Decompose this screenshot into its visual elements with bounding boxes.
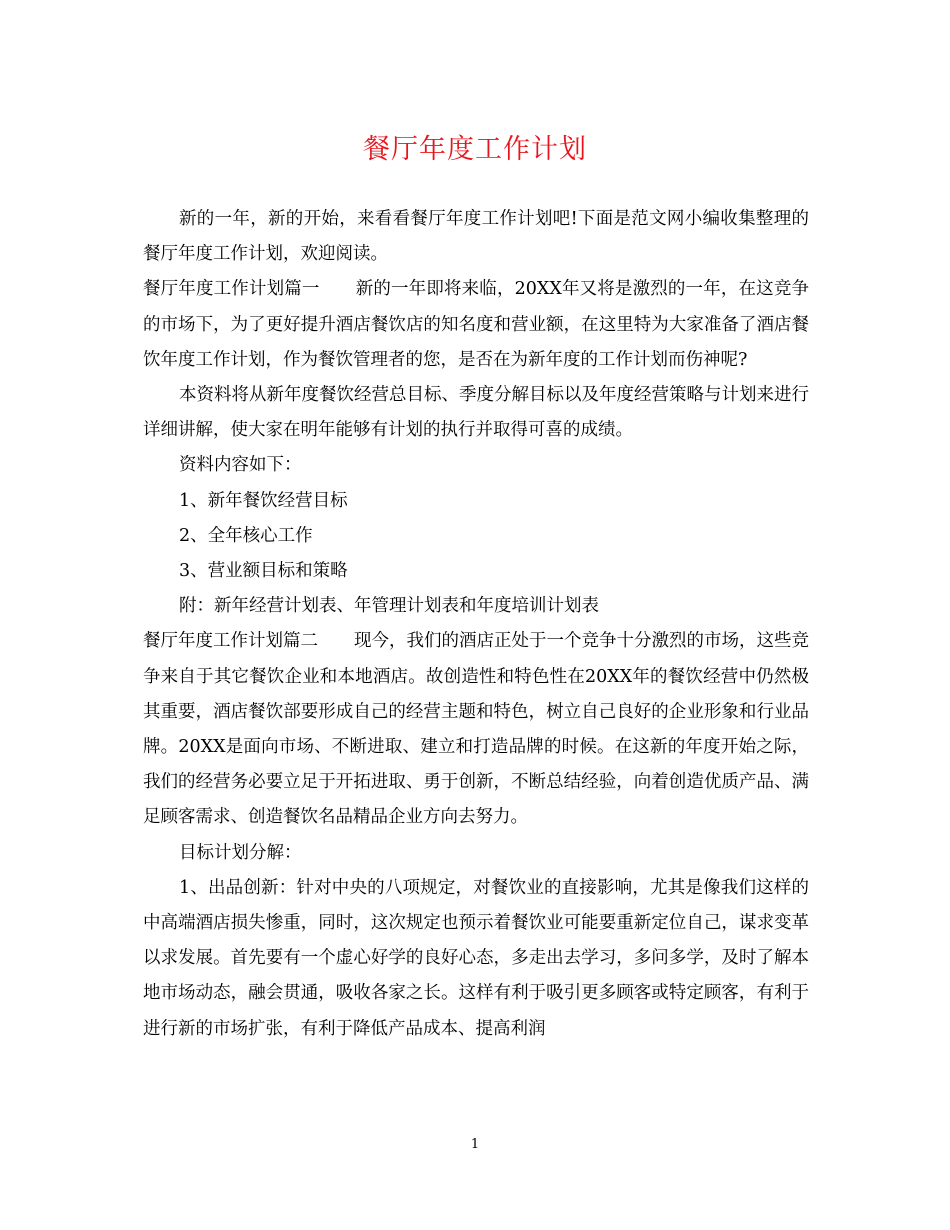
page-number: 1: [470, 1137, 480, 1152]
paragraph-overview: 本资料将从新年度餐饮经营总目标、季度分解目标以及年度经营策略与计划来进行详细讲解，使大家在明年能够有计划的执行并取得可喜的成绩。: [143, 385, 809, 441]
paragraph-contents-heading: 资料内容如下：: [179, 455, 302, 476]
section-heading-part-one: 餐厅年度工作计划篇一: [143, 279, 320, 300]
paragraph-part-one: [143, 272, 809, 378]
paragraph-intro: 新的一年，新的开始，来看看餐厅年度工作计划吧!下面是范文网小编收集整理的餐厅年度工作计划，欢迎阅读。: [143, 209, 809, 265]
paragraph-appendix: 附：新年经营计划表、年管理计划表和年度培训计划表: [179, 596, 599, 617]
paragraph-part-two-text: 现今，我们的酒店正处于一个竞争十分激烈的市场，这些竞争来自于其它餐饮企业和本地酒店。故创造性和特色性在20XX年的餐饮经营中仍然极其重要，酒店餐饮部要形成自己的经营主题和特色，树立自己良好的企业形象和行业品牌。20XX是面向市场、不断进取、建立和打造品牌的时候。在这新的年度开始之际，我们的经营务必要立足于开拓进取、勇于创新，不断总结经验，向着创造优质产品、满足顾客需求、创造餐饮名品精品企业方向去努力。: [143, 631, 809, 828]
paragraph-goal-breakdown: 目标计划分解：: [179, 842, 302, 863]
list-item-3: 3、营业额目标和策略: [179, 561, 348, 582]
paragraph-part-one-text: 新的一年即将来临，20XX年又将是激烈的一年，在这竞争的市场下，为了更好提升酒店餐饮店的知名度和营业额，在这里特为大家准备了酒店餐饮年度工作计划，作为餐饮管理者的您，是否在为新年度的工作计划而伤神呢?: [143, 279, 809, 370]
document-body: [143, 202, 809, 1047]
list-item-1: 1、新年餐饮经营目标: [179, 490, 348, 511]
section-heading-part-two: 餐厅年度工作计划篇二: [143, 631, 318, 652]
list-item-2: 2、全年核心工作: [179, 525, 313, 546]
paragraph-product-innovation: 1、出品创新：针对中央的八项规定，对餐饮业的直接影响，尤其是像我们这样的中高端酒店损失惨重，同时，这次规定也预示着餐饮业可能要重新定位自己，谋求变革以求发展。首先要有一个虚心好学的良好心态，多走出去学习，多问多学，及时了解本地市场动态，融会贯通，吸收各家之长。这样有利于吸引更多顾客或特定顾客，有利于进行新的市场扩张，有利于降低产品成本、提高利润: [143, 877, 809, 1039]
document-title: 餐厅年度工作计划: [363, 134, 587, 165]
paragraph-part-two: [143, 624, 809, 835]
